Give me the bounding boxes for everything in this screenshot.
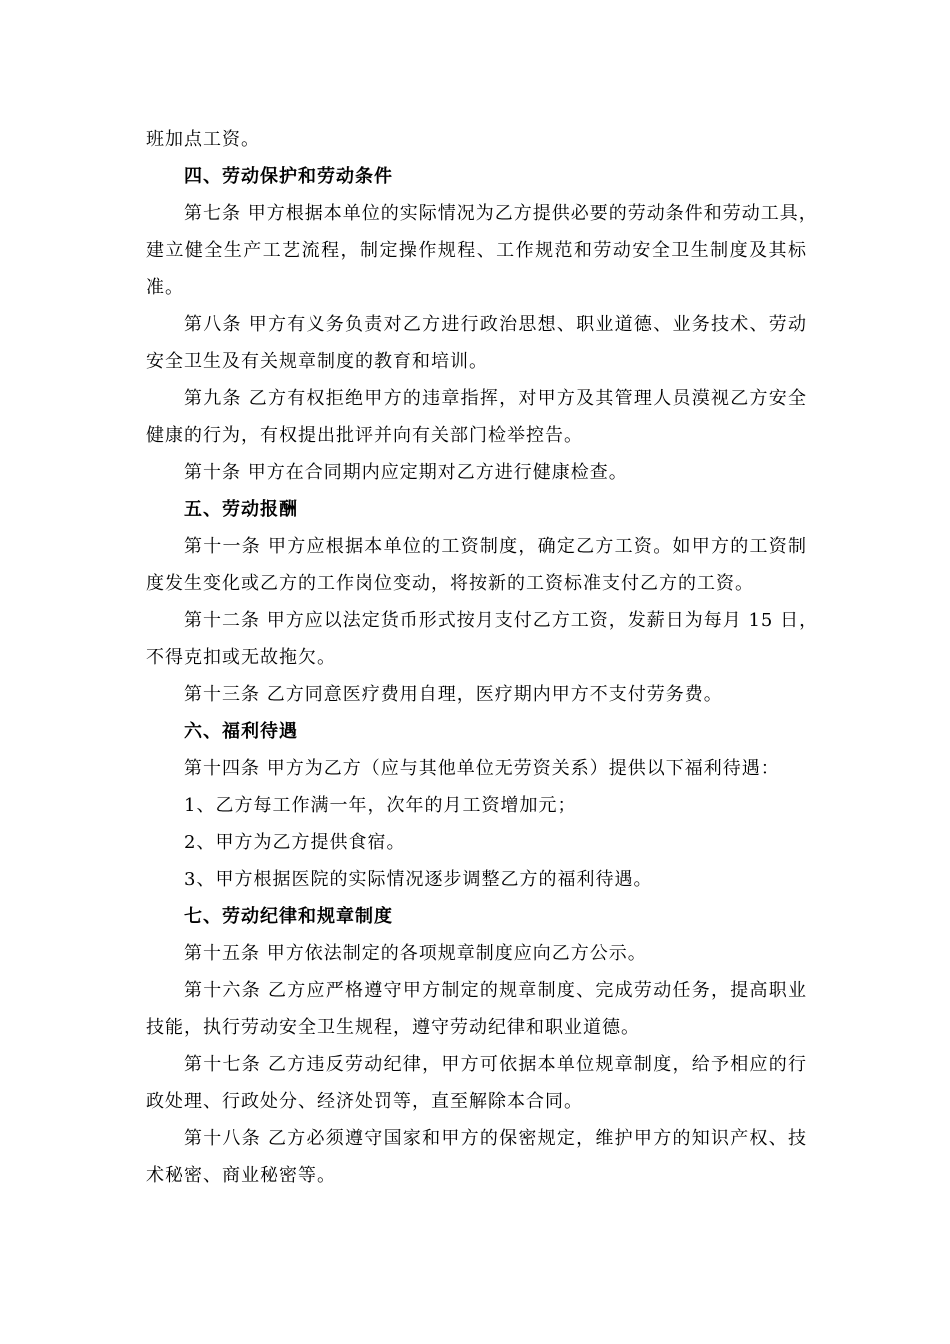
text-line-content: 第十一条 甲方应根据本单位的工资制度，确定乙方工资。如甲方的工资制 bbox=[184, 536, 807, 557]
text-line-content: 建立健全生产工艺流程，制定操作规程、工作规范和劳动安全卫生制度及其标 bbox=[146, 240, 807, 261]
text-line: 准。 bbox=[146, 277, 184, 298]
text-line: 健康的行为，有权提出批评并向有关部门检举控告。 bbox=[146, 425, 583, 446]
text-line bbox=[0, 312, 950, 338]
text-line: 第十三条 乙方同意医疗费用自理，医疗期内甲方不支付劳务费。 bbox=[184, 684, 723, 705]
text-line-content: 第十六条 乙方应严格遵守甲方制定的规章制度、完成劳动任务，提高职业 bbox=[184, 980, 807, 1001]
section-heading: 五、劳动报酬 bbox=[184, 499, 298, 520]
text-line bbox=[0, 1126, 950, 1152]
text-line bbox=[0, 608, 950, 634]
text-line-content: 第十七条 乙方违反劳动纪律，甲方可依据本单位规章制度，给予相应的行 bbox=[184, 1054, 807, 1075]
text-line bbox=[0, 201, 950, 227]
text-line bbox=[0, 978, 950, 1004]
list-item: 1、乙方每工作满一年，次年的月工资增加元； bbox=[184, 795, 577, 816]
text-line bbox=[0, 534, 950, 560]
text-line: 度发生变化或乙方的工作岗位变动，将按新的工资标准支付乙方的工资。 bbox=[146, 573, 754, 594]
text-line-content: 第十八条 乙方必须遵守国家和甲方的保密规定，维护甲方的知识产权、技 bbox=[184, 1128, 807, 1149]
text-line: 第十五条 甲方依法制定的各项规章制度应向乙方公示。 bbox=[184, 943, 647, 964]
text-line-content: 第七条 甲方根据本单位的实际情况为乙方提供必要的劳动条件和劳动工具， bbox=[184, 203, 818, 224]
text-line: 安全卫生及有关规章制度的教育和培训。 bbox=[146, 351, 488, 372]
text-line: 班加点工资。 bbox=[146, 129, 260, 150]
text-line: 技能，执行劳动安全卫生规程，遵守劳动纪律和职业道德。 bbox=[146, 1017, 640, 1038]
section-heading: 六、福利待遇 bbox=[184, 721, 298, 742]
text-line bbox=[0, 1052, 950, 1078]
list-item: 3、甲方根据医院的实际情况逐步调整乙方的福利待遇。 bbox=[184, 869, 653, 890]
text-line bbox=[0, 386, 950, 412]
text-line-content: 第八条 甲方有义务负责对乙方进行政治思想、职业道德、业务技术、劳动 bbox=[184, 314, 807, 335]
section-heading: 四、劳动保护和劳动条件 bbox=[184, 166, 393, 187]
text-line: 第十条 甲方在合同期内应定期对乙方进行健康检查。 bbox=[184, 462, 628, 483]
text-line-content: 第十二条 甲方应以法定货币形式按月支付乙方工资，发薪日为每月 15 日， bbox=[184, 610, 819, 631]
list-item: 2、甲方为乙方提供食宿。 bbox=[184, 832, 406, 853]
text-line: 术秘密、商业秘密等。 bbox=[146, 1165, 336, 1186]
text-line: 第十四条 甲方为乙方（应与其他单位无劳资关系）提供以下福利待遇： bbox=[184, 758, 780, 779]
text-line: 政处理、行政处分、经济处罚等，直至解除本合同。 bbox=[146, 1091, 583, 1112]
section-heading: 七、劳动纪律和规章制度 bbox=[184, 906, 393, 927]
text-line: 不得克扣或无故拖欠。 bbox=[146, 647, 336, 668]
text-line-content: 第九条 乙方有权拒绝甲方的违章指挥，对甲方及其管理人员漠视乙方安全 bbox=[184, 388, 807, 409]
text-line bbox=[0, 238, 950, 264]
